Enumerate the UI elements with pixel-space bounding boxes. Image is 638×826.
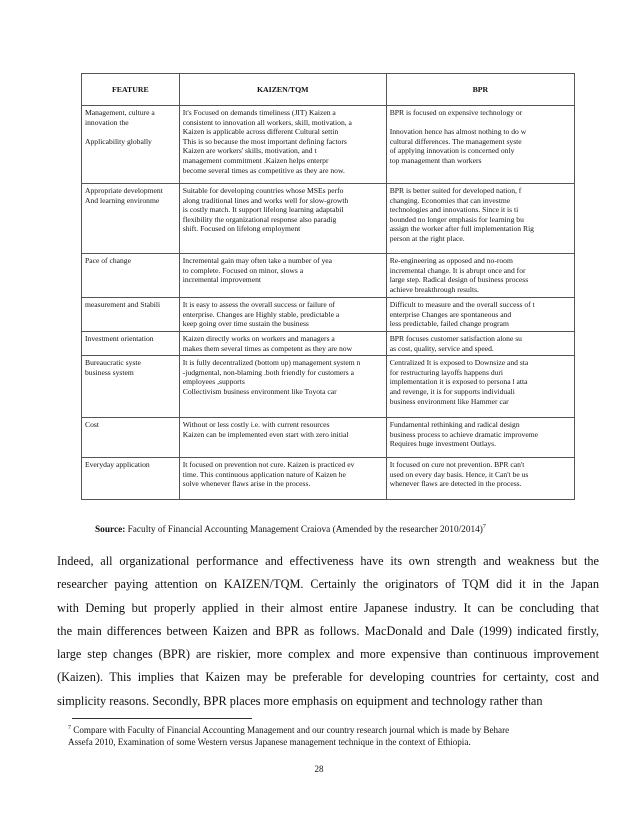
kaizen-line: consistent to innovation all workers, skill, motivation, a	[182, 117, 352, 127]
kaizen-line: Incremental gain may often take a number of yea	[182, 256, 333, 265]
feature-cell	[82, 184, 180, 254]
bpr-line: bounded no longer emphasis for learning bu	[389, 214, 524, 224]
feature-line: measurement and Stabili	[85, 300, 161, 309]
bpr-cell	[386, 458, 574, 500]
bpr-line: It focused on cure not prevention. BPR can't	[389, 460, 525, 470]
kaizen-line: time. This continuous application nature of Kaizen he	[182, 469, 346, 479]
bpr-line: Innovation hence has almost nothing to do w	[389, 127, 527, 137]
kaizen-line: solve whenever flaws arise in the process.	[182, 479, 311, 489]
kaizen-line: keep going over time sustain the business	[182, 319, 309, 329]
bpr-line	[390, 118, 571, 128]
source-label: Source:	[95, 525, 126, 535]
bpr-line: used on every day basis. Hence, it Can't be us	[389, 469, 529, 479]
kaizen-cell	[179, 418, 386, 458]
paragraph-line: researcher paying attention on KAIZEN/TQM. Certainly the originators of TQM did it in the Japan	[57, 577, 599, 592]
bpr-cell	[386, 418, 574, 458]
table-row	[82, 458, 575, 500]
bpr-cell	[386, 298, 574, 332]
bpr-line: less predictable, failed change program	[389, 319, 509, 329]
bpr-line: Difficult to measure and the overall success of t	[389, 300, 535, 309]
bpr-cell	[386, 254, 574, 298]
kaizen-line: Kaizen directly works on workers and managers a	[182, 334, 335, 343]
paragraph-line: large step changes (BPR) are riskier, more complex and more expensive than continuous improvement	[57, 647, 599, 662]
feature-cell	[82, 418, 180, 458]
bpr-line: Re-engineering as opposed and no-room	[389, 256, 513, 265]
feature-line: Bureaucratic syste	[85, 358, 141, 368]
table-row	[82, 254, 575, 298]
bpr-line: of applying innovation is concerned only	[389, 146, 515, 156]
kaizen-cell	[179, 332, 386, 356]
source-text: Faculty of Financial Accounting Management Craiova (Amended by the researcher 2010/2014)	[127, 525, 483, 535]
kaizen-cell	[179, 356, 386, 418]
kaizen-line: shift. Focused on lifelong employment	[182, 224, 301, 234]
feature-cell	[82, 458, 180, 500]
kaizen-cell	[179, 184, 386, 254]
bpr-line: incremental change. It is abrupt once and for	[389, 265, 526, 275]
bpr-line: BPR is focused on expensive technology or	[389, 108, 523, 117]
paragraph-line: Indeed, all organizational performance and effectiveness have its own strength and weakness but the	[57, 554, 599, 568]
feature-line: Investment orientation	[85, 334, 154, 343]
bpr-line: implementation it is exposed to persona l atta	[389, 377, 528, 387]
feature-line: Applicability globally	[85, 136, 152, 146]
footnote-mark: 7	[68, 724, 71, 731]
footnote-divider	[72, 718, 252, 719]
table-header-row	[82, 74, 575, 106]
kaizen-line: is costly match. It support lifelong learning adaptabil	[182, 205, 344, 215]
bpr-line: Centralized It is exposed to Downsize and sta	[389, 358, 529, 368]
feature-cell	[82, 254, 180, 298]
kaizen-line: -judgmental, non-blaming .both friendly for customers a	[182, 367, 355, 377]
paragraph-line: the main differences between Kaizen and BPR as follows. MacDonald and Dale (1999) indicated firstly,	[57, 623, 599, 638]
body-paragraph	[57, 550, 599, 713]
kaizen-cell	[179, 254, 386, 298]
kaizen-line: It is fully decentralized (bottom up) management system n	[182, 358, 361, 368]
paragraph-line: (Kaizen). This implies that Kaizen may be preferable for developing countries for certainty, cost and	[57, 670, 599, 685]
feature-line: Pace of change	[85, 256, 131, 265]
feature-cell	[82, 332, 180, 356]
kaizen-line: Without or less costly i.e. with current resources	[182, 420, 330, 430]
bpr-line: for restructuring layoffs happens duri	[389, 367, 504, 377]
source-footnote-mark: 7	[482, 523, 486, 530]
feature-cell	[82, 298, 180, 332]
paragraph-line: simplicity reasons. Secondly, BPR places more emphasis on equipment and technology rather than	[57, 693, 543, 708]
bpr-line: assign the worker after full implementation Rig	[389, 224, 534, 234]
bpr-line: as cost, quality, service and speed.	[389, 343, 494, 353]
bpr-cell	[386, 332, 574, 356]
bpr-line: whenever flaws are detected in the process.	[389, 479, 522, 489]
kaizen-cell	[179, 298, 386, 332]
table-row	[82, 356, 575, 418]
feature-line: And learning environme	[85, 195, 160, 205]
table-source	[95, 525, 486, 535]
bpr-line: achieve breakthrough results.	[389, 284, 479, 294]
bpr-line: person at the right place.	[389, 233, 465, 243]
comparison-table	[81, 73, 575, 500]
kaizen-line: Kaizen can be implemented even start with zero initial	[182, 429, 349, 439]
bpr-cell	[386, 106, 574, 184]
kaizen-line: Collectivism business environment like Toyota car	[182, 386, 337, 396]
kaizen-line: Kaizen are workers' skills, motivation, and t	[182, 146, 317, 156]
header-kaizen: KAIZEN/TQM	[179, 74, 386, 106]
bpr-cell	[386, 184, 574, 254]
page-number: 28	[314, 764, 324, 774]
kaizen-line: Suitable for developing countries whose MSEs perfo	[182, 186, 344, 195]
bpr-line: top management than workers	[389, 155, 482, 165]
kaizen-line: along traditional lines and works well for slow-growth	[182, 195, 349, 205]
kaizen-line: employees ,supports	[182, 377, 245, 387]
kaizen-line: It is easy to assess the overall success or failure of	[182, 300, 336, 309]
bpr-line: Fundamental rethinking and radical design	[389, 420, 520, 430]
feature-line: business system	[85, 367, 134, 377]
feature-line: Cost	[85, 420, 99, 430]
kaizen-line: enterprise. Changes are Highly stable, predictable a	[182, 309, 340, 319]
kaizen-line: Kaizen is applicable across different Cultural settin	[182, 127, 339, 137]
kaizen-line: become several times as competitive as they are now.	[182, 165, 345, 175]
footnote-line-1: Compare with Faculty of Financial Accounting Management and our country research journal which is made by Behare	[73, 725, 510, 735]
table-row	[82, 332, 575, 356]
kaizen-line: It focused on prevention not cure. Kaizen is practiced ev	[182, 460, 355, 470]
kaizen-cell	[179, 106, 386, 184]
feature-cell	[82, 356, 180, 418]
kaizen-cell	[179, 458, 386, 500]
feature-line	[85, 127, 176, 137]
kaizen-line: This is so because the most important defining factors	[182, 136, 347, 146]
table-row	[82, 298, 575, 332]
footnote	[68, 724, 588, 748]
footnote-line-2: Assefa 2010, Examination of some Western versus Japanese management technique in the context of Ethiopia.	[68, 737, 471, 747]
feature-cell	[82, 106, 180, 184]
table-row	[82, 106, 575, 184]
feature-line: Appropriate development	[85, 186, 163, 195]
kaizen-line: incremental improvement	[182, 275, 261, 285]
table-row	[82, 184, 575, 254]
table-row	[82, 418, 575, 458]
bpr-line: changing. Economies that can investme	[389, 195, 511, 205]
kaizen-line: management commitment .Kaizen helps enterpr	[182, 155, 329, 165]
bpr-line: business process to achieve dramatic improveme	[389, 429, 538, 439]
bpr-line: business environment like Hammer car	[389, 396, 509, 406]
bpr-line: cultural differences. The management syste	[389, 136, 522, 146]
kaizen-line: to complete. Focused on minor, slows a	[182, 265, 304, 275]
feature-line: Everyday application	[85, 460, 150, 470]
kaizen-line: It's Focused on demands timeliness (JIT) Kaizen a	[182, 108, 336, 117]
feature-line: innovation the	[85, 117, 129, 127]
bpr-line: BPR focuses customer satisfaction alone su	[389, 334, 522, 343]
bpr-line: technologies and innovations. Since it is ti	[389, 205, 519, 215]
bpr-line: Requires huge investment Outlays.	[389, 439, 497, 449]
bpr-line: and revenge, it is for supports individuali	[389, 386, 515, 396]
feature-line: Management, culture a	[85, 108, 155, 117]
bpr-cell	[386, 356, 574, 418]
kaizen-line: flexibility the organizational response also paradig	[182, 214, 337, 224]
bpr-line: BPR is better suited for developed nation, f	[389, 186, 522, 195]
kaizen-line: makes them several times as competent as they are now	[182, 343, 353, 353]
bpr-line: large step. Radical design of business process	[389, 275, 529, 285]
paragraph-line: with Deming but properly applied in their almost entire Japanese industry. It can be concluding that	[57, 600, 599, 615]
bpr-line: enterprise Changes are spontaneous and	[389, 309, 512, 319]
header-bpr: BPR	[386, 74, 574, 106]
header-feature: FEATURE	[82, 74, 180, 106]
